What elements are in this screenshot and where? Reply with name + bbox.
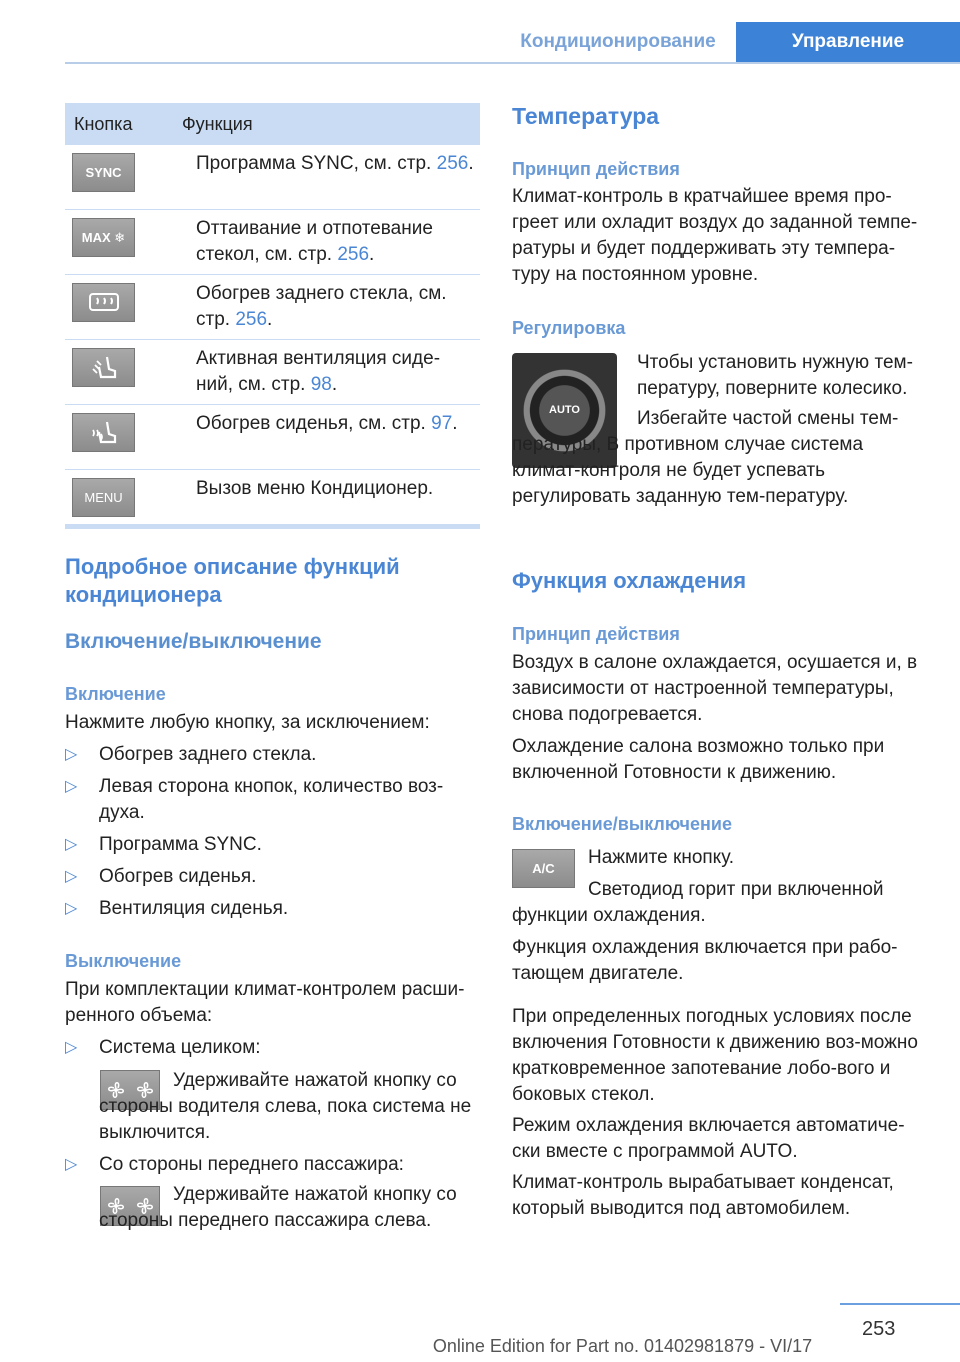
seat-ventilation-button-icon [72,348,135,387]
page-link[interactable]: 256 [337,244,370,265]
cooling-engine-text: Функция охлаждения включается при рабо-тающем двигателе. [512,937,898,984]
cooling-principle-text: Воздух в салоне охлаждается, осушается и, в зависимости от настроенной температуры, снова подогревается. [512,652,918,725]
cooling-principle-heading: Принцип действия [512,624,680,644]
heading-off: Выключение [65,951,182,971]
table-row-function: Обогрев сиденья, см. стр. 97. [196,413,458,434]
on-text: Нажмите любую кнопку, за исключением: [65,712,430,733]
rear-window-heat-button-icon [72,283,135,322]
seat-heating-button-icon [72,413,135,452]
cooling-readiness-text: Охлаждение салона возможно только при включенной Готовности к движению. [512,736,885,783]
cooling-condensate-text: Климат-контроль вырабатывает конденсат, который выводится под автомобилем. [512,1172,894,1219]
table-row [65,405,480,470]
table-row [65,145,480,210]
table-row-function: Оттаивание и отпотевание стекол, см. стр. 256. [196,218,433,265]
header-divider [65,62,960,64]
ac-text-2: Светодиод горит при включенной функции охлаждения. [512,879,884,926]
section-title: Подробное описание функций кондиционера [65,554,400,607]
regulation-text-2: Избегайте частой смены тем-пературы, В противном случае система климат-контроля не будет успевать регулировать заданную тем-пературу. [512,408,899,507]
edition-footer: Online Edition for Part no. 01402981879 - VI/17 [432,1336,813,1356]
temp-principle-text: Климат-контроль в кратчайшее время про-греет или охладит воздух до заданной темпе-ратуры и будет поддерживать эту темпера-туру на постоянном уровне. [512,186,918,285]
column-header-function: Функция [182,114,253,134]
cooling-auto-text: Режим охлаждения включается автоматиче-ски вместе с программой AUTO. [512,1115,905,1162]
footer-rule [840,1303,960,1305]
off-item1-text: Удерживайте нажатой кнопку со стороны водителя слева, пока система не выключится. [99,1070,472,1143]
column-header-button: Кнопка [74,114,133,134]
regulation-text-1: Чтобы установить нужную тем-пературу, поверните колесико. [637,352,913,399]
table-row [65,210,480,275]
page-link[interactable]: 256 [235,309,268,330]
page-link[interactable]: 98 [310,374,332,395]
header-chapter-tab[interactable]: Управление [736,22,960,62]
max-defrost-button-icon: MAX ❄ [72,218,135,257]
table-row [65,275,480,340]
table-row-function: Программа SYNC, см. стр. 256. [196,153,474,174]
list-item: ▷ Левая сторона кнопок, количество воз-духа. [65,776,444,823]
page-link[interactable]: 97 [431,413,453,434]
header-section-tab[interactable]: Кондиционирование [520,31,716,52]
page-link[interactable]: 256 [436,153,469,174]
table-row [65,340,480,405]
table-row-function: Активная вентиляция сиде-ний, см. стр. 98. [196,348,441,395]
page-number: 253 [862,1318,896,1340]
regulation-heading: Регулировка [512,318,626,338]
temperature-knob-image: AUTO [512,353,617,468]
heading-on: Включение [65,684,166,704]
cooling-fog-text: При определенных погодных условиях после включения Готовности к движению воз-можно кратковременное запотевание лобо-вого и боковых стекол. [512,1006,918,1105]
temp-principle-heading: Принцип действия [512,159,680,179]
table-row-function: Обогрев заднего стекла, см. стр. 256. [196,283,447,330]
subsection-title-onoff: Включение/выключение [65,630,322,653]
menu-button-icon: MENU [72,478,135,517]
cooling-title: Функция охлаждения [512,568,747,593]
temp-title: Температура [512,103,660,129]
table-header [65,103,480,145]
ac-text-1: Нажмите кнопку. [588,847,735,868]
sync-button-icon: SYNC [72,153,135,192]
buttons-table [65,103,480,535]
cooling-onoff-heading: Включение/выключение [512,814,732,834]
ac-button-icon: A/C [512,849,575,888]
off-text: При комплектации климат-контролем расши-ренного объема: [65,979,465,1026]
table-bottom-rule [65,524,480,529]
table-row-function: Вызов меню Кондиционер. [196,478,434,499]
off-item2-text: Удерживайте нажатой кнопку со стороны переднего пассажира слева. [99,1184,457,1231]
